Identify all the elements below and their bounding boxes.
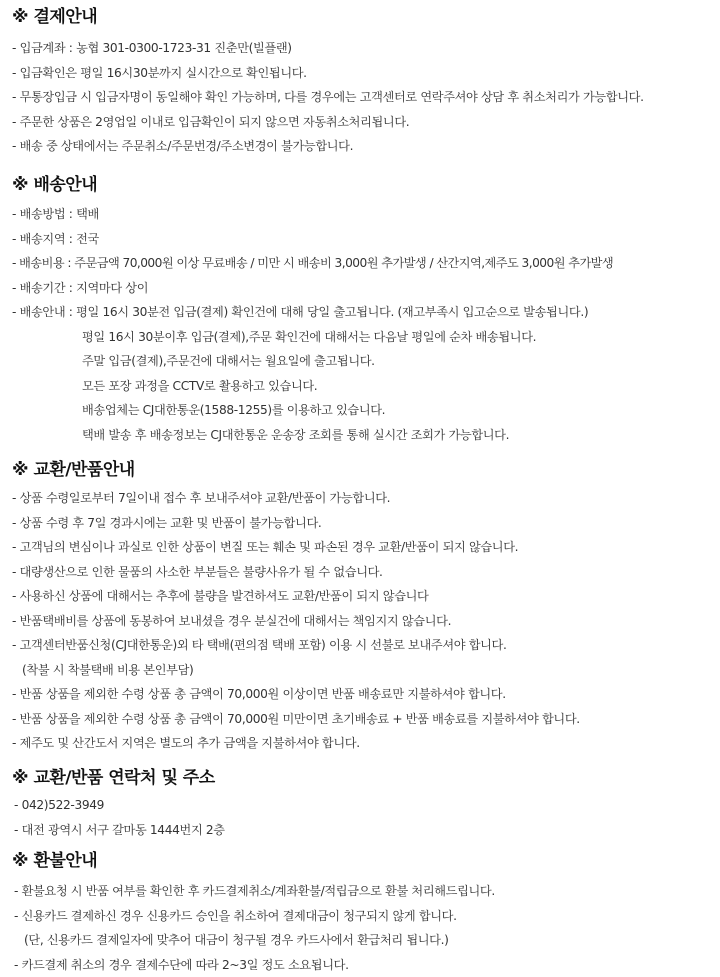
shipping-note: 모든 포장 과정을 CCTV로 촬용하고 있습니다. bbox=[82, 378, 318, 393]
contact-address: - 대전 광역시 서구 갈마동 1444번지 2층 bbox=[14, 822, 225, 837]
exchange-line: - 반품 상품을 제외한 수령 상품 총 금액이 70,000원 미만이면 초기배송료 + 반품 배송료를 지불하셔야 합니다. bbox=[12, 711, 580, 726]
refund-line: - 카드결제 취소의 경우 결제수단에 따라 2~3일 정도 소요됩니다. bbox=[14, 957, 349, 972]
exchange-line: - 제주도 및 산간도서 지역은 별도의 추가 금액을 지불하셔야 합니다. bbox=[12, 736, 360, 750]
shipping-section bbox=[12, 172, 712, 447]
refund-line: - 환불요청 시 반품 여부를 확인한 후 카드결제취소/계좌환불/적립금으로 환불 처리해드립니다. bbox=[14, 884, 495, 898]
shipping-note: 평일 16시 30분이후 입금(결제),주문 확인건에 대해서는 다음날 평일에 순차 배송됩니다. bbox=[82, 329, 537, 344]
exchange-line: - 상품 수령일로부터 7일이내 접수 후 보내주셔야 교환/반품이 가능합니다. bbox=[12, 491, 391, 505]
refund-note: (단, 신용카드 결제일자에 맞추어 대금이 청구될 경우 카드사에서 환급처리 됩니다.) bbox=[24, 933, 449, 947]
shipping-line: - 배송방법 : 택배 bbox=[12, 207, 99, 221]
contact-phone: - 042)522-3949 bbox=[14, 798, 105, 812]
exchange-title: ※ 교환/반품안내 bbox=[12, 460, 135, 480]
exchange-line: - 반품택배비를 상품에 동봉하여 보내셨을 경우 분실건에 대해서는 책임지지 않습니다. bbox=[12, 613, 452, 628]
exchange-line: - 사용하신 상품에 대해서는 추후에 불량을 발견하셔도 교환/반품이 되지 않습니다 bbox=[12, 589, 429, 603]
shipping-line: - 배송안내 : 평일 16시 30분전 입금(결제) 확인건에 대해 당일 출고됩니다. (재고부족시 입고순으로 발송됩니다.) bbox=[12, 305, 589, 319]
payment-line: - 무통장입금 시 입금자명이 동일해야 확인 가능하며, 다를 경우에는 고객센터로 연락주셔야 상담 후 취소처리가 가능합니다. bbox=[12, 90, 644, 104]
refund-line: - 신용카드 결제하신 경우 신용카드 승인을 취소하여 결제대금이 청구되지 않게 합니다. bbox=[14, 908, 457, 923]
payment-section bbox=[12, 4, 712, 159]
shipping-line: - 배송기간 : 지역마다 상이 bbox=[12, 280, 149, 295]
contact-section bbox=[12, 765, 712, 842]
exchange-section bbox=[12, 457, 712, 756]
shipping-note: 배송업체는 CJ대한통운(1588-1255)를 이용하고 있습니다. bbox=[82, 403, 386, 417]
shipping-note: 주말 입금(결제),주문건에 대해서는 월요일에 출고됩니다. bbox=[82, 354, 375, 368]
payment-title: ※ 결제안내 bbox=[12, 7, 98, 27]
shipping-note: 택배 발송 후 배송정보는 CJ대한통운 운송장 조회를 통해 실시간 조회가 가능합니다. bbox=[82, 427, 510, 442]
refund-section bbox=[12, 848, 712, 977]
payment-line: - 입금계좌 : 농협 301-0300-1723-31 진춘만(빌플랜) bbox=[12, 41, 292, 55]
exchange-line: - 고객님의 변심이나 과실로 인한 상품이 변질 또는 훼손 및 파손된 경우 교환/반품이 되지 않습니다. bbox=[12, 540, 519, 554]
exchange-line: - 상품 수령 후 7일 경과시에는 교환 및 반품이 불가능합니다. bbox=[12, 515, 322, 530]
payment-line: - 주문한 상품은 2영업일 이내로 입금확인이 되지 않으면 자동취소처리됩니다. bbox=[12, 114, 410, 129]
contact-title: ※ 교환/반품 연락처 및 주소 bbox=[12, 768, 215, 788]
shipping-line: - 배송비용 : 주문금액 70,000원 이상 무료배송 / 미만 시 배송비 3,000원 추가발생 / 산간지역,제주도 3,000원 추가발생 bbox=[12, 256, 614, 270]
payment-line: - 배송 중 상태에서는 주문취소/주문번경/주소변경이 불가능합니다. bbox=[12, 139, 354, 153]
exchange-line: - 고객센터반품신청(CJ대한통운)외 타 택배(편의점 택배 포함) 이용 시 선불로 보내주셔야 합니다. bbox=[12, 638, 507, 652]
exchange-line: - 대량생산으로 인한 물품의 사소한 부분들은 불량사유가 될 수 없습니다. bbox=[12, 564, 383, 579]
shipping-title: ※ 배송안내 bbox=[12, 175, 98, 195]
shipping-line: - 배송지역 : 전국 bbox=[12, 231, 99, 246]
payment-line: - 입금확인은 평일 16시30분까지 실시간으로 확인됩니다. bbox=[12, 65, 307, 80]
refund-title: ※ 환불안내 bbox=[12, 851, 98, 871]
exchange-note: (착불 시 착불택배 비용 본인부담) bbox=[22, 662, 194, 677]
exchange-line: - 반품 상품을 제외한 수령 상품 총 금액이 70,000원 이상이면 반품 배송료만 지불하셔야 합니다. bbox=[12, 687, 506, 701]
